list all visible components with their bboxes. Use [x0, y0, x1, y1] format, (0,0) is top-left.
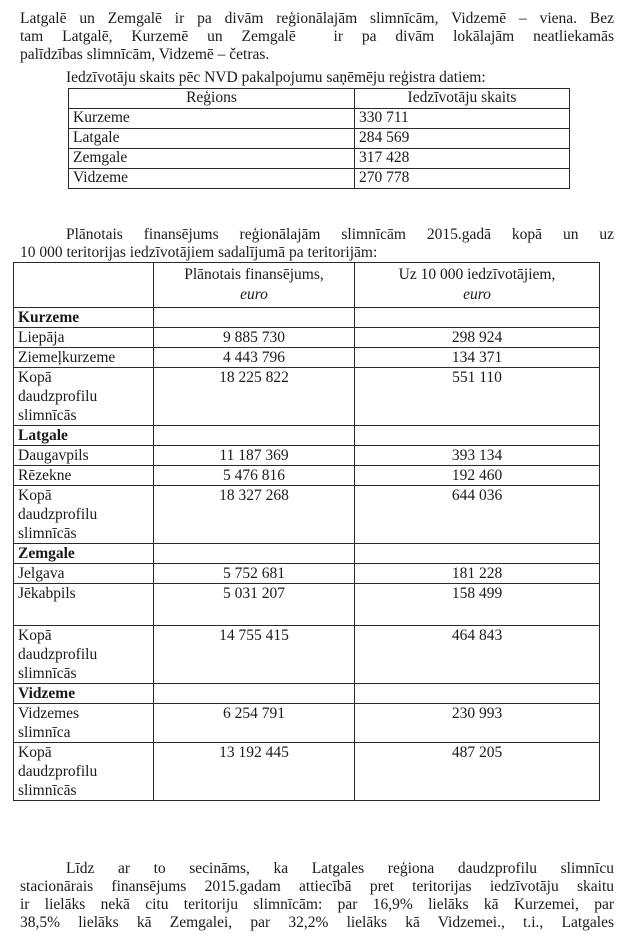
population-cell: 270 778 — [355, 169, 570, 189]
funding-cell: 5 476 816 — [154, 466, 355, 486]
population-cell: 284 569 — [355, 129, 570, 149]
intro-line-3: palīdzības slimnīcām, Vidzemē – četras. — [20, 46, 270, 63]
empty-cell — [355, 684, 600, 704]
per10k-cell: 134 371 — [355, 348, 600, 368]
hospital-name-line: slimnīca — [18, 724, 71, 741]
total-label-line: daudzprofilu — [18, 388, 98, 405]
empty-cell — [154, 308, 355, 328]
per10k-cell: 298 924 — [355, 328, 600, 348]
table-row-total — [14, 486, 600, 544]
header-per-10000 — [355, 263, 600, 308]
empty-cell — [154, 544, 355, 564]
intro-line-2: tam Latgalē, Kurzemē un Zemgalē ir pa divām lokālajām neatliekamās — [20, 28, 614, 45]
population-cell: 330 711 — [355, 109, 570, 129]
hospital-name-line: Vidzemes — [18, 705, 80, 722]
region-title: Vidzeme — [14, 684, 154, 704]
header-per-10000-unit: euro — [463, 286, 491, 303]
population-table — [68, 88, 570, 189]
funding-cell: 13 192 445 — [154, 743, 355, 801]
per10k-cell: 181 228 — [355, 564, 600, 584]
per10k-cell: 464 843 — [355, 626, 600, 684]
total-label-line: slimnīcās — [18, 407, 77, 424]
region-row-vidzeme — [14, 684, 600, 704]
intro-line-1: Latgalē un Zemgalē ir pa divām reģionālajām slimnīcām, Vidzemē – viena. Bez — [20, 10, 614, 27]
region-title: Latgale — [14, 426, 154, 446]
total-label-line: Kopā — [18, 487, 52, 504]
total-label-line: slimnīcās — [18, 525, 77, 542]
conclusion-line-4: 38,5% lielāks kā Zemgalei, par 32,2% lielāks kā Vidzemei., t.i., Latgales — [20, 914, 614, 931]
total-label-line: slimnīcās — [18, 665, 77, 682]
region-cell: Latgale — [69, 129, 355, 149]
region-cell: Vidzeme — [69, 169, 355, 189]
table-row-total — [14, 626, 600, 684]
header-region: Reģions — [69, 89, 355, 109]
header-planned-funding — [154, 263, 355, 308]
table-row — [14, 348, 600, 368]
total-label-line: Kopā — [18, 744, 52, 761]
total-label-line: Kopā — [18, 369, 52, 386]
funding-cell: 14 755 415 — [154, 626, 355, 684]
funding-cell: 11 187 369 — [154, 446, 355, 466]
region-title: Kurzeme — [14, 308, 154, 328]
total-label-line: daudzprofilu — [18, 506, 98, 523]
empty-cell — [355, 544, 600, 564]
population-cell: 317 428 — [355, 149, 570, 169]
total-label-line: slimnīcās — [18, 782, 77, 799]
funding-cell: 5 752 681 — [154, 564, 355, 584]
funding-cell: 6 254 791 — [154, 704, 355, 743]
region-row-kurzeme — [14, 308, 600, 328]
funding-intro-line-2: 10 000 teritorijas iedzīvotājiem sadalījumā pa teritorijām: — [20, 244, 378, 261]
empty-cell — [355, 308, 600, 328]
funding-cell: 9 885 730 — [154, 328, 355, 348]
table-row — [14, 704, 600, 743]
table-row — [14, 564, 600, 584]
region-row-zemgale — [14, 544, 600, 564]
funding-table — [13, 262, 600, 801]
table1-caption: Iedzīvotāju skaits pēc NVD pakalpojumu saņēmēju reģistra datiem: — [66, 69, 486, 86]
per10k-cell: 551 110 — [355, 368, 600, 426]
funding-cell: 5 031 207 — [154, 584, 355, 626]
region-row-latgale — [14, 426, 600, 446]
hospital-name: Daugavpils — [14, 446, 154, 466]
per10k-cell: 487 205 — [355, 743, 600, 801]
per10k-cell: 158 499 — [355, 584, 600, 626]
per10k-cell: 644 036 — [355, 486, 600, 544]
total-label-line: daudzprofilu — [18, 763, 98, 780]
table-row — [14, 446, 600, 466]
hospital-name: Liepāja — [14, 328, 154, 348]
total-label — [14, 486, 154, 544]
header-population: Iedzīvotāju skaits — [355, 89, 570, 109]
funding-cell: 4 443 796 — [154, 348, 355, 368]
region-cell: Zemgale — [69, 149, 355, 169]
hospital-name: Jēkabpils — [14, 584, 154, 626]
hospital-name: Rēzekne — [14, 466, 154, 486]
table-row-total — [14, 368, 600, 426]
table-header-row — [14, 263, 600, 308]
header-per-10000-text: Uz 10 000 iedzīvotājiem, — [398, 266, 556, 283]
empty-cell — [154, 426, 355, 446]
empty-cell — [355, 426, 600, 446]
funding-intro-line-1: Plānotais finansējums reģionālajām slimnīcām 2015.gadā kopā un uz — [66, 226, 614, 243]
conclusion-paragraph — [20, 860, 614, 932]
table-row — [14, 328, 600, 348]
region-title: Zemgale — [14, 544, 154, 564]
total-label-line: Kopā — [18, 627, 52, 644]
conclusion-line-1: Līdz ar to secināms, ka Latgales reģiona daudzprofilu slimnīcu — [66, 860, 614, 877]
total-label — [14, 368, 154, 426]
funding-intro-paragraph — [20, 226, 614, 262]
per10k-cell: 230 993 — [355, 704, 600, 743]
per10k-cell: 393 134 — [355, 446, 600, 466]
table-row — [69, 109, 570, 129]
funding-cell: 18 225 822 — [154, 368, 355, 426]
per10k-cell: 192 460 — [355, 466, 600, 486]
table-row — [69, 129, 570, 149]
intro-paragraph — [20, 10, 614, 64]
conclusion-line-2: stacionārais finansējums 2015.gadam attiecībā pret teritorijas iedzīvotāju skaitu — [20, 878, 614, 895]
table-row-total — [14, 743, 600, 801]
table-header-row — [69, 89, 570, 109]
hospital-name — [14, 704, 154, 743]
header-empty — [14, 263, 154, 308]
conclusion-line-3: ir lielāks nekā citu teritoriju slimnīcām: par 16,9% lielāks kā Kurzemei, par — [20, 896, 614, 913]
hospital-name: Jelgava — [14, 564, 154, 584]
empty-cell — [154, 684, 355, 704]
table-row — [14, 584, 600, 626]
header-planned-funding-unit: euro — [240, 286, 268, 303]
total-label — [14, 626, 154, 684]
total-label-line: daudzprofilu — [18, 646, 98, 663]
table-row — [69, 169, 570, 189]
header-planned-funding-text: Plānotais finansējums, — [184, 266, 324, 283]
total-label — [14, 743, 154, 801]
funding-cell: 18 327 268 — [154, 486, 355, 544]
hospital-name: Ziemeļkurzeme — [14, 348, 154, 368]
table-row — [69, 149, 570, 169]
table-row — [14, 466, 600, 486]
region-cell: Kurzeme — [69, 109, 355, 129]
